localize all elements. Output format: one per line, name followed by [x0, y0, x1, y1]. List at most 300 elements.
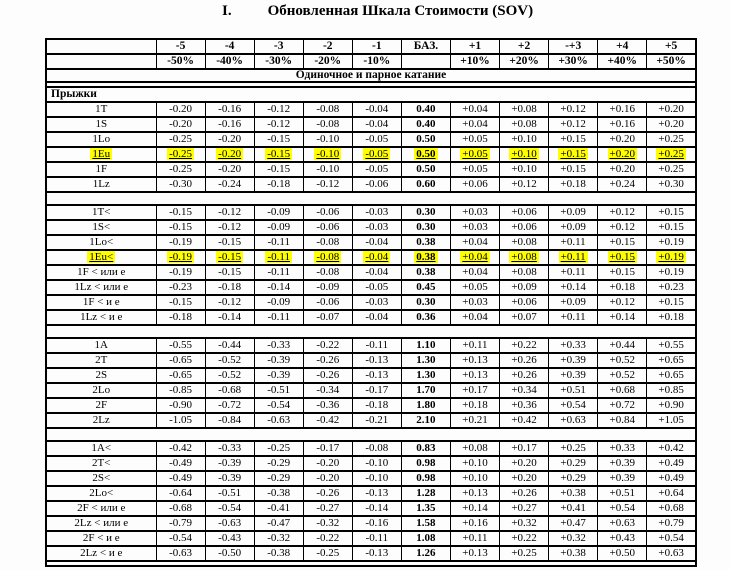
element-label: 1F < или е — [46, 265, 156, 280]
goe-value-cell: -0.18 — [352, 398, 401, 413]
goe-value-cell: +0.06 — [500, 205, 549, 220]
element-label: 1A — [46, 338, 156, 353]
goe-header-cell: -5 — [156, 39, 205, 54]
goe-value-cell: -0.54 — [156, 531, 205, 546]
goe-value-cell: -0.12 — [303, 177, 352, 192]
goe-value-cell: -0.25 — [303, 546, 352, 561]
goe-value-cell: +0.18 — [450, 398, 499, 413]
goe-value-cell: +0.22 — [500, 531, 549, 546]
goe-value-cell: +0.47 — [549, 516, 598, 531]
goe-value-cell: -0.05 — [352, 162, 401, 177]
element-row — [46, 147, 696, 162]
goe-value-cell: +0.04 — [450, 117, 499, 132]
goe-value-cell: +0.25 — [500, 546, 549, 561]
spacer-row — [46, 192, 696, 205]
goe-value-cell: -0.16 — [352, 516, 401, 531]
goe-value-cell: -0.15 — [254, 147, 303, 162]
goe-value-cell: -0.30 — [156, 177, 205, 192]
goe-value-cell: +0.24 — [598, 177, 647, 192]
goe-value-cell: -0.25 — [156, 162, 205, 177]
goe-value-cell: -0.13 — [352, 368, 401, 383]
goe-value-cell: +0.25 — [549, 441, 598, 456]
goe-value-cell: -0.09 — [303, 280, 352, 295]
element-row — [46, 413, 696, 428]
goe-value-cell: -0.04 — [352, 102, 401, 117]
base-value-cell: 1.08 — [401, 531, 450, 546]
goe-value-cell: -0.20 — [205, 132, 254, 147]
goe-value-cell: -0.52 — [205, 368, 254, 383]
percent-header-cell: +30% — [549, 54, 598, 69]
goe-value-cell: +0.03 — [450, 220, 499, 235]
element-label: 1Lz < или е — [46, 280, 156, 295]
goe-value-cell: +0.51 — [549, 383, 598, 398]
goe-value-cell: +0.63 — [647, 546, 696, 561]
goe-value-cell: -0.13 — [352, 353, 401, 368]
goe-value-cell: +0.21 — [450, 413, 499, 428]
goe-value-cell: +0.90 — [647, 398, 696, 413]
goe-value-cell: -0.15 — [156, 205, 205, 220]
goe-value-cell: +0.44 — [598, 338, 647, 353]
goe-value-cell: +0.05 — [450, 280, 499, 295]
goe-value-cell: -0.15 — [254, 162, 303, 177]
title-numeral: I. — [222, 3, 232, 19]
goe-value-cell: +0.08 — [500, 235, 549, 250]
goe-value-cell: -0.51 — [254, 383, 303, 398]
goe-value-cell: +0.15 — [647, 220, 696, 235]
goe-value-cell: +0.49 — [647, 456, 696, 471]
goe-value-cell: +0.13 — [450, 368, 499, 383]
goe-value-cell: +0.09 — [549, 205, 598, 220]
element-row — [46, 220, 696, 235]
goe-value-cell: +0.08 — [450, 441, 499, 456]
base-value-cell: 0.98 — [401, 456, 450, 471]
goe-value-cell: +0.51 — [598, 486, 647, 501]
goe-value-cell: -0.11 — [254, 265, 303, 280]
goe-header-cell: +1 — [450, 39, 499, 54]
goe-value-cell: +0.85 — [647, 383, 696, 398]
goe-value-cell: +0.39 — [549, 353, 598, 368]
percent-header-cell: +40% — [598, 54, 647, 69]
base-value-cell: 1.30 — [401, 353, 450, 368]
goe-value-cell: +0.26 — [500, 353, 549, 368]
goe-value-cell: -0.15 — [254, 132, 303, 147]
goe-value-cell: -0.29 — [254, 471, 303, 486]
element-label: 2S — [46, 368, 156, 383]
base-value-cell: 0.36 — [401, 310, 450, 325]
goe-value-cell: +0.12 — [500, 177, 549, 192]
goe-header-cell: +5 — [647, 39, 696, 54]
goe-value-cell: -0.33 — [205, 441, 254, 456]
goe-value-cell: -0.19 — [156, 235, 205, 250]
base-value-cell: 1.35 — [401, 501, 450, 516]
spacer-row — [46, 325, 696, 338]
goe-value-cell: -0.05 — [352, 280, 401, 295]
goe-value-cell: +0.11 — [450, 338, 499, 353]
goe-value-cell: -0.26 — [303, 353, 352, 368]
goe-value-cell: +0.12 — [598, 220, 647, 235]
element-label: 1F < и е — [46, 295, 156, 310]
goe-value-cell: -0.36 — [303, 398, 352, 413]
goe-value-cell: +0.55 — [647, 338, 696, 353]
goe-value-cell: -0.29 — [254, 456, 303, 471]
element-row — [46, 501, 696, 516]
base-value-cell: 0.30 — [401, 220, 450, 235]
goe-value-cell: -0.43 — [205, 531, 254, 546]
goe-value-cell: -0.63 — [205, 516, 254, 531]
percent-header-cell: +50% — [647, 54, 696, 69]
goe-value-cell: +0.18 — [647, 310, 696, 325]
element-label: 1S< — [46, 220, 156, 235]
goe-value-cell: +0.26 — [500, 486, 549, 501]
goe-value-cell: +0.09 — [549, 220, 598, 235]
goe-value-cell: -0.06 — [303, 220, 352, 235]
goe-value-cell: -0.16 — [205, 102, 254, 117]
goe-value-cell: +0.14 — [549, 280, 598, 295]
goe-value-cell: +0.39 — [598, 471, 647, 486]
goe-value-cell: -0.18 — [156, 310, 205, 325]
percent-header-cell: +10% — [450, 54, 499, 69]
element-row — [46, 132, 696, 147]
goe-value-cell: +0.32 — [549, 531, 598, 546]
goe-value-cell: +0.11 — [549, 265, 598, 280]
goe-value-cell: +0.11 — [450, 531, 499, 546]
goe-value-cell: +0.13 — [450, 486, 499, 501]
goe-value-cell: +0.30 — [647, 177, 696, 192]
goe-value-cell: +0.38 — [549, 546, 598, 561]
goe-value-cell: +0.52 — [598, 368, 647, 383]
goe-value-cell: +0.08 — [500, 102, 549, 117]
goe-value-cell: +0.06 — [450, 177, 499, 192]
goe-value-cell: +0.22 — [500, 338, 549, 353]
percent-header-cell — [46, 54, 156, 69]
goe-value-cell: +0.10 — [500, 162, 549, 177]
base-value-cell: 0.30 — [401, 205, 450, 220]
goe-value-cell: -0.52 — [205, 353, 254, 368]
goe-value-cell: -0.09 — [254, 205, 303, 220]
element-row — [46, 368, 696, 383]
percent-header-cell: -30% — [254, 54, 303, 69]
goe-value-cell: -0.24 — [205, 177, 254, 192]
element-row — [46, 456, 696, 471]
goe-value-cell: -0.12 — [205, 205, 254, 220]
element-row — [46, 162, 696, 177]
base-value-cell: 0.40 — [401, 117, 450, 132]
goe-value-cell: -0.12 — [254, 102, 303, 117]
goe-value-cell: -0.15 — [156, 295, 205, 310]
goe-value-cell: -0.04 — [352, 265, 401, 280]
goe-value-cell: -0.10 — [303, 132, 352, 147]
element-label: 2T — [46, 353, 156, 368]
goe-value-cell: +0.04 — [450, 250, 499, 265]
goe-value-cell: -0.03 — [352, 295, 401, 310]
goe-value-cell: -0.12 — [205, 220, 254, 235]
element-label: 1Lo — [46, 132, 156, 147]
goe-value-cell: -0.06 — [352, 177, 401, 192]
element-row — [46, 353, 696, 368]
goe-value-cell: -0.63 — [254, 413, 303, 428]
element-label: 1Eu — [46, 147, 156, 162]
goe-value-cell: -0.20 — [303, 471, 352, 486]
goe-value-cell: +0.15 — [549, 132, 598, 147]
base-value-cell: 1.70 — [401, 383, 450, 398]
goe-value-cell: +0.15 — [549, 147, 598, 162]
element-label: 2Lz < и е — [46, 546, 156, 561]
goe-value-cell: -0.39 — [205, 471, 254, 486]
goe-value-cell: -0.26 — [303, 486, 352, 501]
base-value-cell: 0.30 — [401, 295, 450, 310]
goe-value-cell: -0.09 — [254, 295, 303, 310]
goe-value-cell: -0.04 — [352, 250, 401, 265]
goe-value-cell: +0.25 — [647, 162, 696, 177]
element-label: 1T — [46, 102, 156, 117]
goe-value-cell: -0.06 — [303, 205, 352, 220]
group-header: Прыжки — [46, 87, 696, 102]
goe-value-cell: +0.39 — [549, 368, 598, 383]
goe-value-cell: -0.03 — [352, 205, 401, 220]
goe-value-cell: +0.20 — [598, 147, 647, 162]
goe-value-cell: +0.13 — [450, 546, 499, 561]
goe-value-cell: -0.44 — [205, 338, 254, 353]
goe-value-cell: -0.14 — [352, 501, 401, 516]
goe-value-cell: +0.05 — [450, 162, 499, 177]
base-value-cell: 1.30 — [401, 368, 450, 383]
goe-value-cell: +0.10 — [450, 456, 499, 471]
element-label: 1Eu< — [46, 250, 156, 265]
base-value-cell: 1.80 — [401, 398, 450, 413]
goe-value-cell: +0.10 — [500, 132, 549, 147]
goe-value-cell: +0.08 — [500, 117, 549, 132]
goe-value-cell: -0.63 — [156, 546, 205, 561]
goe-value-cell: -0.18 — [205, 280, 254, 295]
element-row — [46, 310, 696, 325]
goe-value-cell: -0.42 — [156, 441, 205, 456]
goe-value-cell: +0.25 — [647, 147, 696, 162]
goe-header-cell: БАЗ. — [401, 39, 450, 54]
spacer-row — [46, 561, 696, 566]
goe-value-cell: -0.17 — [303, 441, 352, 456]
goe-value-cell: +0.12 — [598, 295, 647, 310]
element-row — [46, 383, 696, 398]
goe-value-cell: -0.10 — [352, 456, 401, 471]
goe-value-cell: -0.25 — [156, 132, 205, 147]
goe-header-cell: +4 — [598, 39, 647, 54]
base-value-cell: 0.38 — [401, 265, 450, 280]
goe-value-cell: -0.23 — [156, 280, 205, 295]
goe-value-cell: +0.03 — [450, 295, 499, 310]
goe-value-cell: +0.33 — [549, 338, 598, 353]
goe-value-cell: +0.34 — [500, 383, 549, 398]
goe-value-cell: +0.43 — [598, 531, 647, 546]
goe-value-cell: -0.15 — [205, 250, 254, 265]
element-row — [46, 117, 696, 132]
goe-value-cell: +0.84 — [598, 413, 647, 428]
goe-value-cell: +0.54 — [598, 501, 647, 516]
goe-value-cell: +0.04 — [450, 265, 499, 280]
goe-value-cell: +0.10 — [500, 147, 549, 162]
element-label: 2Lo< — [46, 486, 156, 501]
element-row — [46, 265, 696, 280]
goe-value-cell: -0.79 — [156, 516, 205, 531]
goe-value-cell: +0.33 — [598, 441, 647, 456]
element-label: 2T< — [46, 456, 156, 471]
goe-value-cell: +0.04 — [450, 235, 499, 250]
goe-value-cell: -0.22 — [303, 531, 352, 546]
goe-value-cell: -0.85 — [156, 383, 205, 398]
goe-value-cell: -0.39 — [254, 353, 303, 368]
goe-value-cell: -0.05 — [352, 147, 401, 162]
goe-value-cell: +0.38 — [549, 486, 598, 501]
goe-value-cell: -0.08 — [303, 250, 352, 265]
goe-value-cell: -0.38 — [254, 546, 303, 561]
goe-value-cell: -0.84 — [205, 413, 254, 428]
goe-value-cell: -0.25 — [254, 441, 303, 456]
element-row — [46, 102, 696, 117]
element-row — [46, 338, 696, 353]
goe-header-cell: +2 — [500, 39, 549, 54]
goe-header-cell: -+3 — [549, 39, 598, 54]
goe-value-cell: +0.09 — [500, 280, 549, 295]
goe-value-cell: -0.33 — [254, 338, 303, 353]
goe-value-cell: -1.05 — [156, 413, 205, 428]
goe-header-cell: -1 — [352, 39, 401, 54]
base-value-cell: 1.28 — [401, 486, 450, 501]
goe-value-cell: -0.20 — [205, 162, 254, 177]
base-value-cell: 2.10 — [401, 413, 450, 428]
goe-value-cell: +0.20 — [598, 132, 647, 147]
goe-value-cell: +0.19 — [647, 235, 696, 250]
goe-value-cell: -0.11 — [352, 338, 401, 353]
goe-value-cell: -0.20 — [205, 147, 254, 162]
goe-value-cell: +0.64 — [647, 486, 696, 501]
goe-header-cell: -3 — [254, 39, 303, 54]
goe-value-cell: -0.68 — [156, 501, 205, 516]
goe-value-cell: +0.18 — [549, 177, 598, 192]
page-title — [222, 3, 533, 20]
goe-value-cell: +0.68 — [647, 501, 696, 516]
goe-value-cell: +0.13 — [450, 353, 499, 368]
goe-value-cell: +0.20 — [598, 162, 647, 177]
goe-value-cell: +0.03 — [450, 205, 499, 220]
goe-value-cell: +0.15 — [647, 205, 696, 220]
goe-value-cell: -0.13 — [352, 546, 401, 561]
goe-value-cell: -0.07 — [303, 310, 352, 325]
goe-value-cell: -0.18 — [254, 177, 303, 192]
element-row — [46, 235, 696, 250]
percent-header-cell: -20% — [303, 54, 352, 69]
goe-value-cell: +0.14 — [598, 310, 647, 325]
element-row — [46, 531, 696, 546]
goe-value-cell: +0.09 — [549, 295, 598, 310]
goe-value-cell: +0.23 — [647, 280, 696, 295]
base-value-cell: 0.38 — [401, 235, 450, 250]
goe-value-cell: -0.55 — [156, 338, 205, 353]
goe-value-cell: +0.50 — [598, 546, 647, 561]
goe-value-cell: +0.63 — [598, 516, 647, 531]
percent-header-cell — [401, 54, 450, 69]
base-value-cell: 0.45 — [401, 280, 450, 295]
goe-value-cell: -0.13 — [352, 486, 401, 501]
percent-header-cell: -10% — [352, 54, 401, 69]
goe-value-cell: +0.15 — [598, 250, 647, 265]
goe-value-cell: -0.14 — [254, 280, 303, 295]
goe-value-cell: +0.54 — [647, 531, 696, 546]
goe-value-cell: +0.15 — [598, 265, 647, 280]
element-row — [46, 205, 696, 220]
goe-value-cell: +0.17 — [500, 441, 549, 456]
goe-value-cell: +0.16 — [598, 117, 647, 132]
goe-value-cell: -0.21 — [352, 413, 401, 428]
goe-value-cell: +0.07 — [500, 310, 549, 325]
goe-value-cell: -0.20 — [156, 117, 205, 132]
goe-value-cell: +0.10 — [450, 471, 499, 486]
goe-value-cell: +0.27 — [500, 501, 549, 516]
spacer-row — [46, 428, 696, 441]
goe-value-cell: -0.25 — [156, 147, 205, 162]
goe-value-cell: -0.38 — [254, 486, 303, 501]
goe-value-cell: -0.11 — [254, 250, 303, 265]
base-value-cell: 1.10 — [401, 338, 450, 353]
goe-value-cell: -0.54 — [205, 501, 254, 516]
element-label: 1S — [46, 117, 156, 132]
goe-value-cell: +0.32 — [500, 516, 549, 531]
goe-value-cell: +0.18 — [598, 280, 647, 295]
base-value-cell: 0.40 — [401, 102, 450, 117]
goe-value-cell: +0.11 — [549, 235, 598, 250]
goe-value-cell: +0.29 — [549, 471, 598, 486]
goe-value-cell: -0.19 — [156, 250, 205, 265]
goe-value-cell: +0.06 — [500, 220, 549, 235]
goe-value-cell: +0.12 — [549, 117, 598, 132]
goe-value-cell: +0.15 — [598, 235, 647, 250]
goe-value-cell: -0.15 — [156, 220, 205, 235]
goe-value-cell: +0.39 — [598, 456, 647, 471]
goe-value-cell: -0.90 — [156, 398, 205, 413]
goe-value-cell: -0.64 — [156, 486, 205, 501]
goe-value-cell: -0.20 — [156, 102, 205, 117]
goe-value-cell: -0.08 — [303, 102, 352, 117]
goe-value-cell: +0.79 — [647, 516, 696, 531]
element-row — [46, 516, 696, 531]
element-label: 2F < или е — [46, 501, 156, 516]
base-value-cell: 0.50 — [401, 162, 450, 177]
element-label: 1Lz — [46, 177, 156, 192]
percent-header-cell: +20% — [500, 54, 549, 69]
goe-value-cell: -0.19 — [156, 265, 205, 280]
goe-value-cell: +0.04 — [450, 102, 499, 117]
goe-value-cell: -0.04 — [352, 310, 401, 325]
goe-value-cell: +0.05 — [450, 132, 499, 147]
base-value-cell: 1.26 — [401, 546, 450, 561]
goe-value-cell: +0.06 — [500, 295, 549, 310]
goe-value-cell: +0.49 — [647, 471, 696, 486]
goe-value-cell: +0.72 — [598, 398, 647, 413]
goe-header-cell: -2 — [303, 39, 352, 54]
goe-value-cell: -0.49 — [156, 456, 205, 471]
goe-value-cell: -0.41 — [254, 501, 303, 516]
goe-value-cell: +0.08 — [500, 250, 549, 265]
goe-value-cell: -0.15 — [205, 265, 254, 280]
element-row — [46, 546, 696, 561]
element-row — [46, 177, 696, 192]
base-value-cell: 0.38 — [401, 250, 450, 265]
goe-value-cell: -0.34 — [303, 383, 352, 398]
goe-value-cell: -0.12 — [254, 117, 303, 132]
element-label: 2Lz — [46, 413, 156, 428]
base-value-cell: 0.98 — [401, 471, 450, 486]
goe-value-cell: +0.19 — [647, 250, 696, 265]
base-value-cell: 0.60 — [401, 177, 450, 192]
goe-value-cell: +0.26 — [500, 368, 549, 383]
